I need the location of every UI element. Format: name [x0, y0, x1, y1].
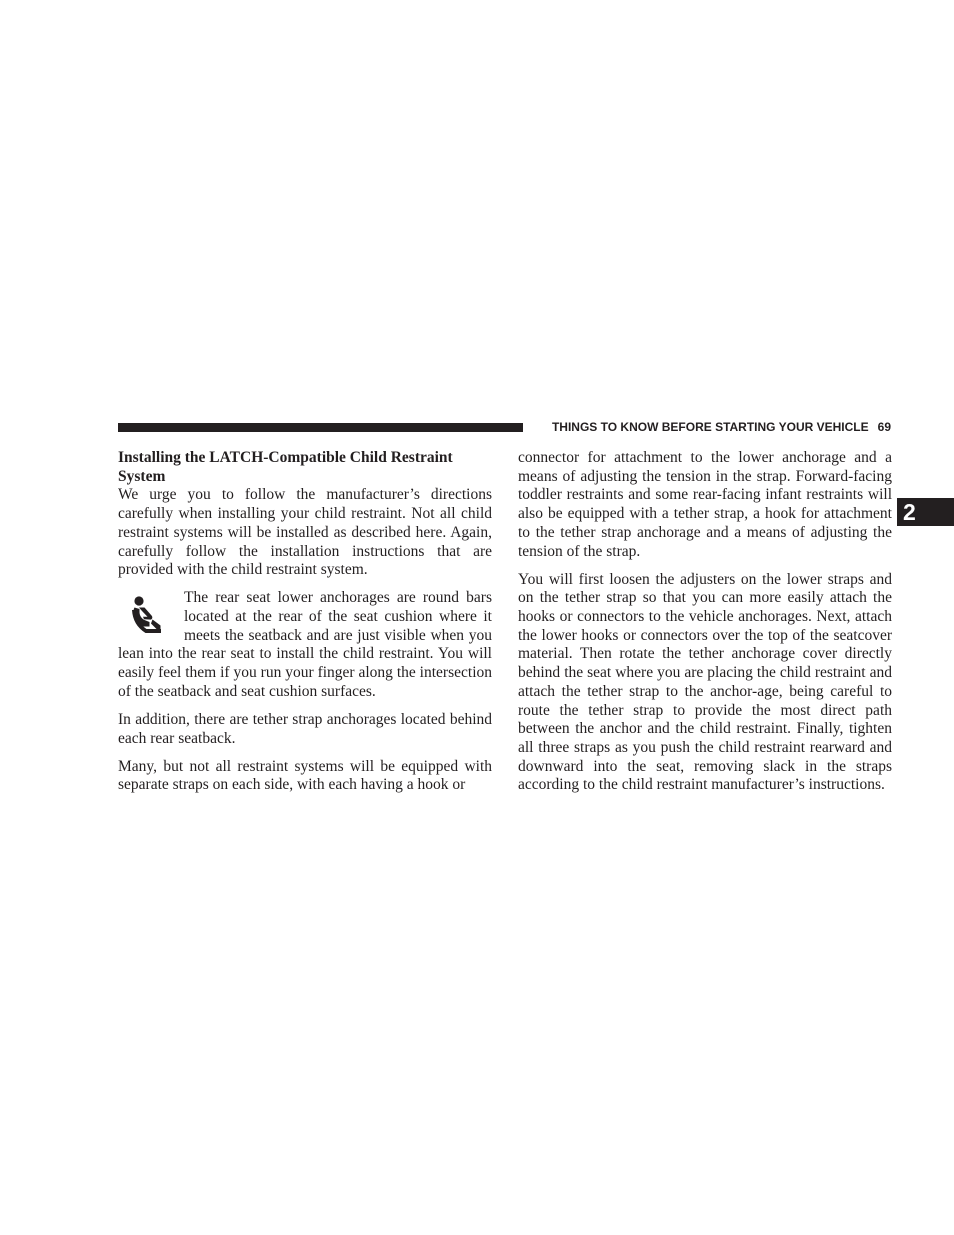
section-heading: Installing the LATCH-Compatible Child Restraint System — [118, 449, 453, 485]
paragraph-lower-anchorages — [118, 589, 492, 701]
paragraph-connector: connector for attachment to the lower anchorage and a means of adjusting the tension in the strap. Forward-facing toddler restraints and some rear-facing infant restraints will also be equipped with a tether strap, a hook for attachment to the tether strap anchorage and a means of adjusting the tension of the strap. — [518, 449, 892, 560]
child-seat-icon — [118, 589, 180, 645]
header-rule — [118, 423, 523, 432]
paragraph-installation-steps: You will first loosen the adjusters on the lower straps and on the tether strap so that you can more easily attach the hooks or connectors to the vehicle anchorages. Next, attach the lower hooks or connectors over the top of the seatcover material. Then rotate the tether anchorage cover directly behind the seat where you are placing the child restraint and attach the tether strap to the anchor-age, being careful to route the tether strap to provide the most direct path between the anchor and the child restraint. Finally, tighten all three straps as you push the child restraint rearward and downward into the seat, removing slack in the straps according to the child restraint manufacturer’s instructions. — [518, 570, 892, 794]
chapter-number: 2 — [903, 499, 916, 525]
left-column — [118, 449, 492, 805]
paragraph-lower-anchorages-text: The rear seat lower anchorages are round bars located at the rear of the seat cushion where it meets the seatback and are just visible when you lean into the rear seat to install the child restraint. You will easily feel them if you run your finger along the intersection of the seatback and seat cushion surfaces. — [118, 589, 492, 700]
header-section-title: THINGS TO KNOW BEFORE STARTING YOUR VEHICLE — [551, 420, 869, 434]
paragraph-restraint-straps: Many, but not all restraint systems will be equipped with separate straps on each side, with each having a hook or — [118, 757, 492, 794]
right-column — [518, 449, 892, 804]
chapter-tab — [897, 498, 954, 526]
running-header — [533, 420, 891, 435]
paragraph-intro: We urge you to follow the manufacturer’s directions carefully when installing your child restraint. Not all child restraint systems will be installed as described here. Again, carefully follow the installation instructions that are provided with the child restraint system. — [118, 486, 492, 579]
paragraph-tether-anchorages: In addition, there are tether strap anchorages located behind each rear seatback. — [118, 710, 492, 747]
page-number: 69 — [877, 420, 891, 434]
